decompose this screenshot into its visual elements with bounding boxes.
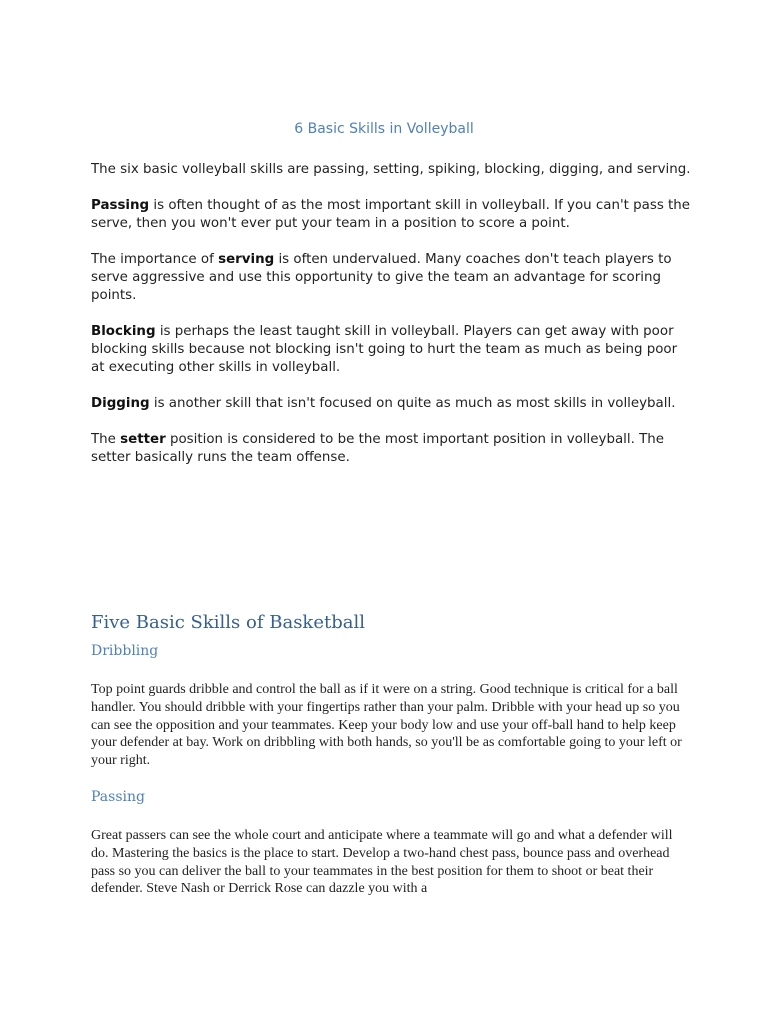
volleyball-digging-paragraph xyxy=(91,395,691,413)
serving-text: is often undervalued. Many coaches don't teach players to serve aggressive and use this opportunity to give the team an advantage for scoring points. xyxy=(91,252,672,303)
passing-text: is often thought of as the most important skill in volleyball. If you can't pass the serve, then you won't ever put your team in a position to score a point. xyxy=(91,198,691,231)
digging-term: Digging xyxy=(91,396,150,411)
setter-term: setter xyxy=(120,432,166,447)
volleyball-body xyxy=(91,161,691,485)
setter-pre: The xyxy=(91,432,121,447)
volleyball-intro: The six basic volleyball skills are passing, setting, spiking, blocking, digging, and serving. xyxy=(91,162,691,177)
volleyball-passing-paragraph xyxy=(91,197,691,233)
dribbling-heading: Dribbling xyxy=(91,643,159,659)
serving-term: serving xyxy=(218,252,275,267)
blocking-term: Blocking xyxy=(91,324,156,339)
serving-pre: The importance of xyxy=(91,252,219,267)
volleyball-title: 6 Basic Skills in Volleyball xyxy=(294,121,474,137)
volleyball-setter-paragraph xyxy=(91,431,691,467)
volleyball-serving-paragraph xyxy=(91,251,691,305)
passing-term: Passing xyxy=(91,198,150,213)
blocking-text: is perhaps the least taught skill in volleyball. Players can get away with poor blocking skills because not blocking isn't going to hurt the team as much as being poor at executing other skills in volleyball. xyxy=(91,324,678,375)
dribbling-paragraph: Top point guards dribble and control the ball as if it were on a string. Good technique is critical for a ball handler. You should dribble with your fingertips rather than your palm. Dribble with your head up so you can see the opposition and your teammates. Keep your body low and use your off-ball hand to help keep your defender at bay. Work on dribbling with both hands, so you'll be as comfortable going to your left or your right. xyxy=(91,682,682,769)
digging-text: is another skill that isn't focused on quite as much as most skills in volleyball. xyxy=(149,396,676,411)
passing-heading: Passing xyxy=(91,789,145,805)
passing-paragraph: Great passers can see the whole court and anticipate where a teammate will go and what a defender will do. Mastering the basics is the place to start. Develop a two-hand chest pass, bounce pass and overhead pass so you can deliver the ball to your teammates in the best position for them to shoot or beat their defender. Steve Nash or Derrick Rose can dazzle you with a xyxy=(91,828,673,897)
setter-text: position is considered to be the most important position in volleyball. The setter basically runs the team offense. xyxy=(91,432,665,465)
volleyball-blocking-paragraph xyxy=(91,323,691,377)
basketball-title: Five Basic Skills of Basketball xyxy=(91,612,365,633)
